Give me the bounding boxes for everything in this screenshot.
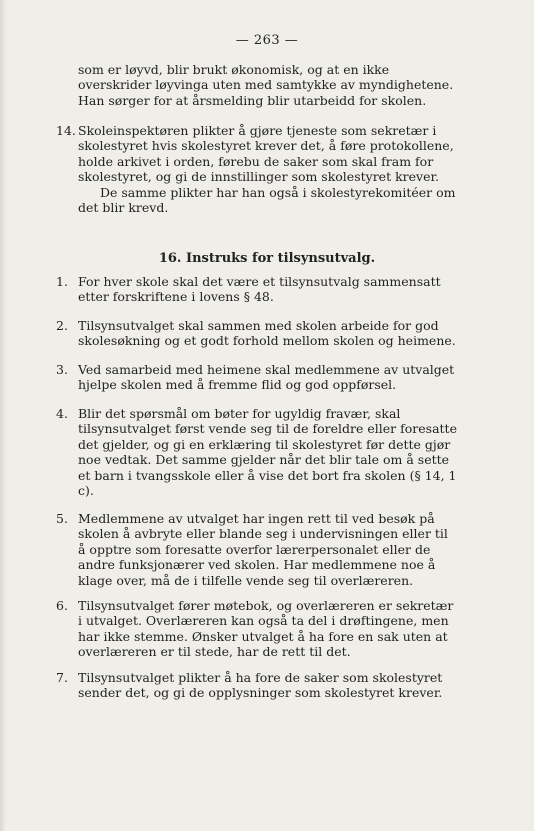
page-binding-shadow: [0, 0, 6, 831]
item-14: [56, 123, 458, 216]
list-item-6: [56, 598, 458, 660]
item-14-text: Skoleinspektøren plikter å gjøre tjeneste som sekretær i skolestyret hvis skolestyret krever det, å føre protokollene, holde arkivet i orden, førebu de saker som skal fram for skolestyret, og gi de innstillinger som skolestyret krever.: [78, 123, 454, 185]
list-item-1: [56, 274, 458, 305]
list-item-3: [56, 362, 458, 393]
list-item-text: Medlemmene av utvalget har ingen rett til ved besøk på skolen å avbryte eller blande seg i undervisningen eller til å opptre som foresatte overfor lærerpersonalet eller de andre funksjonærer ved skolen. Har medlemmene noe å klage over, må de i tilfelle vende seg til overlæreren.: [78, 511, 448, 588]
page-number: — 263 —: [235, 33, 299, 48]
item-14-text-continued: De samme plikter har han også i skolestyrekomitéer om det blir krevd.: [78, 184, 456, 216]
item-14-number: 14.: [56, 123, 76, 138]
list-item-number: 5.: [56, 511, 68, 526]
list-item-7: [56, 670, 458, 701]
intro-paragraph: [78, 62, 458, 108]
list-item-5: [56, 511, 458, 588]
list-item-number: 7.: [56, 670, 68, 685]
list-item-text: Tilsynsutvalget skal sammen med skolen arbeide for god skolesøkning og et godt forhold mellom skolen og heimene.: [78, 318, 456, 349]
section-heading: 16. Instruks for tilsynsutvalg.: [158, 251, 376, 266]
list-item-number: 1.: [56, 274, 68, 289]
list-item-text: Tilsynsutvalget fører møtebok, og overlæreren er sekretær i utvalget. Overlæreren kan også ta del i drøftingene, men har ikke stemme. Ønsker utvalget å ha fore en sak uten at overlæreren er til stede, har de rett til det.: [78, 598, 454, 660]
list-item-text: Blir det spørsmål om bøter for ugyldig fravær, skal tilsynsutvalget først vende seg til de foreldre eller foresatte det gjelder, og gi en erklæring til skolestyret før dette gjør noe vedtak. Det samme gjelder når det blir tale om å sette et barn i tvangsskole eller å vise det bort fra skolen (§ 14, 1 c).: [78, 406, 457, 499]
list-item-text: Ved samarbeid med heimene skal medlemmene av utvalget hjelpe skolen med å fremme flid og god oppførsel.: [78, 362, 455, 393]
list-item-number: 2.: [56, 318, 68, 333]
list-item-number: 6.: [56, 598, 68, 613]
list-item-4: [56, 406, 458, 499]
list-item-number: 3.: [56, 362, 68, 377]
intro-text: som er løyvd, blir brukt økonomisk, og at en ikke overskrider løyvinga uten med samtykke av myndighetene. Han sørger for at årsmelding blir utarbeidd for skolen.: [78, 62, 454, 108]
list-item-number: 4.: [56, 406, 68, 421]
list-item-2: [56, 318, 458, 349]
list-item-text: Tilsynsutvalget plikter å ha fore de saker som skolestyret sender det, og gi de opplysninger som skolestyret krever.: [78, 670, 443, 701]
list-item-text: For hver skole skal det være et tilsynsutvalg sammensatt etter forskriftene i lovens § 48.: [78, 274, 441, 305]
